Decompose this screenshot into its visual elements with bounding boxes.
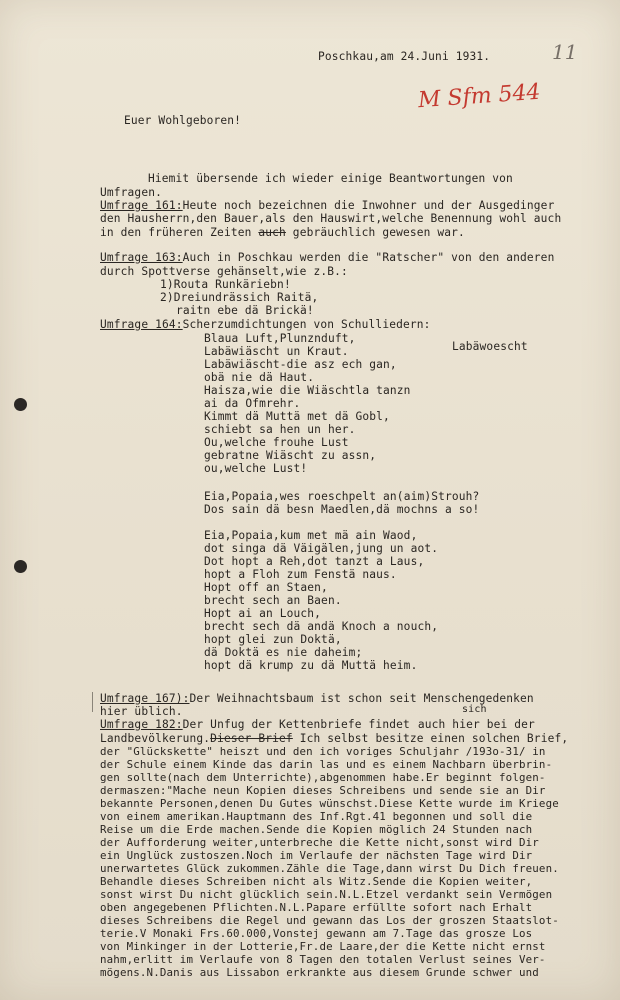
date-line: Poschkau,am 24.Juni 1931. [318,50,491,63]
punch-hole [14,398,27,411]
text-line: hier üblich. [100,705,183,718]
text-span: gebräuchlich gewesen war. [285,226,465,239]
verse-line: Ou,welche frouhe Lust [204,436,349,449]
umfrage-label: Umfrage 182: [100,718,183,731]
text-line: Der Weihnachtsbaum ist schon seit Menschengedenken [189,692,534,705]
intro-line: Umfragen. [100,186,162,199]
umfrage-label: Umfrage 163: [100,251,183,264]
umfrage-161 [100,199,554,213]
text-line: der Schule einem Kinde das darin las und es einem Nachbarn überbrin- [100,758,553,771]
verse-line: schiebt sa hen un her. [204,423,356,436]
text-line: gen sollte(nach dem Unterrichte),abgenommen habe.Er beginnt folgen- [100,771,546,784]
verse-line: hopt glei zun Doktä, [204,633,342,646]
list-item: raitn ebe dä Brickä! [176,304,314,317]
verse-line: Kimmt dä Muttä met dä Gobl, [204,410,390,423]
umfrage-label: Umfrage 167): [100,692,190,705]
text-line: der "Glückskette" heiszt und den ich voriges Schuljahr /193o-31/ in [100,745,546,758]
struck-word: auch [258,226,286,239]
list-item: 2)Dreiundrässich Raitä, [160,291,319,304]
text-line: durch Spottverse gehänselt,wie z.B.: [100,265,348,278]
umfrage-label: Umfrage 161: [100,199,183,212]
text-span: Der Unfug der Kettenbriefe findet [182,718,410,731]
verse-line: brecht sech dä andä Knoch a nouch, [204,620,439,633]
text-line: ein Unglück zustoszen.Noch im Verlaufe der nächsten Tage wird Dir [100,849,533,862]
verse-line: Labäwiäscht un Kraut. [204,345,349,358]
text-span: Ich selbst besitze einen solchen Brief, [292,732,569,745]
text-line: Reise um die Erde machen.Sende die Kopien möglich 24 Stunden nach [100,823,533,836]
verse-line: Labäwiäscht-die asz ech gan, [204,358,397,371]
verse-line: ou,welche Lust! [204,462,308,475]
text-line: der Aufforderung weiter,unterbreche die Kette nicht,sonst wird Dir [100,836,539,849]
verse-line: Haisza,wie die Wiäschtla tanzn [204,384,411,397]
text-line: Auch in Poschkau werden die "Ratscher" von den anderen [182,251,555,264]
verse-line: gebratne Wiäscht zu assn, [204,449,377,462]
text-line: Scherzumdichtungen von Schulliedern: [182,318,431,331]
verse-line: hopt a Floh zum Fenstä naus. [204,568,397,581]
text-span: Eia,Popaia,wes [204,490,308,503]
text-span: roeschpelt an(aim)Strouh? [307,490,480,503]
inserted-word: sich [462,704,487,715]
text-line: nahm,erlitt im Verlaufe von 8 Tagen den totalen Verlust seines Ver- [100,953,546,966]
umfrage-label: Umfrage 164: [100,318,183,331]
text-line: dermaszen:"Mache neun Kopien dieses Schreibens und sende sie an Dir [100,784,546,797]
verse-line: dot singa dä Väigälen,jung un aot. [204,542,439,555]
margin-bracket [92,692,93,712]
verse-line: dä Doktä es nie daheim; [204,646,363,659]
text-line: Heute noch bezeichnen die Inwohner und der Ausgedinger [182,199,555,212]
verse-line: ai da Ofmrehr. [204,397,301,410]
verse-line: obä nie dä Haut. [204,371,315,384]
page-number: 11 [552,40,578,64]
verse-line: Eia,Popaia,kum met mä ain Waod, [204,529,418,542]
archive-mark: M Sfm 544 [417,79,542,114]
text-line: sonst wirst Du nicht glücklich sein.N.L.Etzel verdankt sein Vermögen [100,888,553,901]
verse-line: Dos sain dä besn Maedlen,dä mochns a so! [204,503,480,516]
verse-line: Dot hopt a Reh,dot tanzt a Laus, [204,555,425,568]
text-line: Behandle dieses Schreiben nicht als Witz.Sende die Kopien weiter, [100,875,533,888]
text-span: Landbevölkerung. [100,732,211,745]
umfrage-164 [100,318,431,332]
text-span: in den früheren Zeiten [100,226,259,239]
salutation: Euer Wohlgeboren! [124,114,242,127]
verse-line: Hopt off an Staen, [204,581,328,594]
intro-line: Hiemit übersende ich wieder einige Beantwortungen von [148,172,513,185]
punch-hole [14,560,27,573]
struck-word: Dieser Brief [210,732,293,745]
verse-line: Blaua Luft,Plunznduft, [204,332,356,345]
umfrage-182 [100,718,535,732]
margin-note: Labäwoescht [452,340,528,353]
text-line: mögens.N.Danis aus Lissabon erkrankte aus diesem Grunde schwer und [100,966,539,979]
text-line: terie.V Monaki Frs.60.000,Vonstej gewann am 7.Tage das grosze Los [100,927,533,940]
text-line [100,732,568,746]
text-line: dieses Schreibens die Regel und gewann das Los der groszen Staatslot- [100,914,559,927]
text-span: auch hier bei der [417,718,535,731]
text-line: bekannte Personen,denen Du Gutes wünschst.Diese Kette wurde im Kriege [100,797,559,810]
text-line [100,226,465,240]
text-line: oben angegebenen Pflichten.N.L.Papare erfüllte sofort nach Erhalt [100,901,533,914]
text-line: den Hausherrn,den Bauer,als den Hauswirt,welche Benennung wohl auch [100,212,562,225]
verse-line: Hopt ai an Louch, [204,607,322,620]
verse-line: hopt dä krump zu dä Muttä heim. [204,659,418,672]
verse-line: brecht sech an Baen. [204,594,342,607]
umfrage-163 [100,251,554,265]
text-line: von Minkinger in der Lotterie,Fr.de Laare,der die Kette nicht ernst [100,940,546,953]
verse-line [204,490,479,504]
text-line: unerwartetes Glück zukommen.Zähle die Tage,dann wirst Du Dich freuen. [100,862,559,875]
list-item: 1)Routa Runkäriebn! [160,278,291,291]
text-line: von einem amerikan.Hauptmann des Inf.Rgt.41 begonnen und soll die [100,810,533,823]
